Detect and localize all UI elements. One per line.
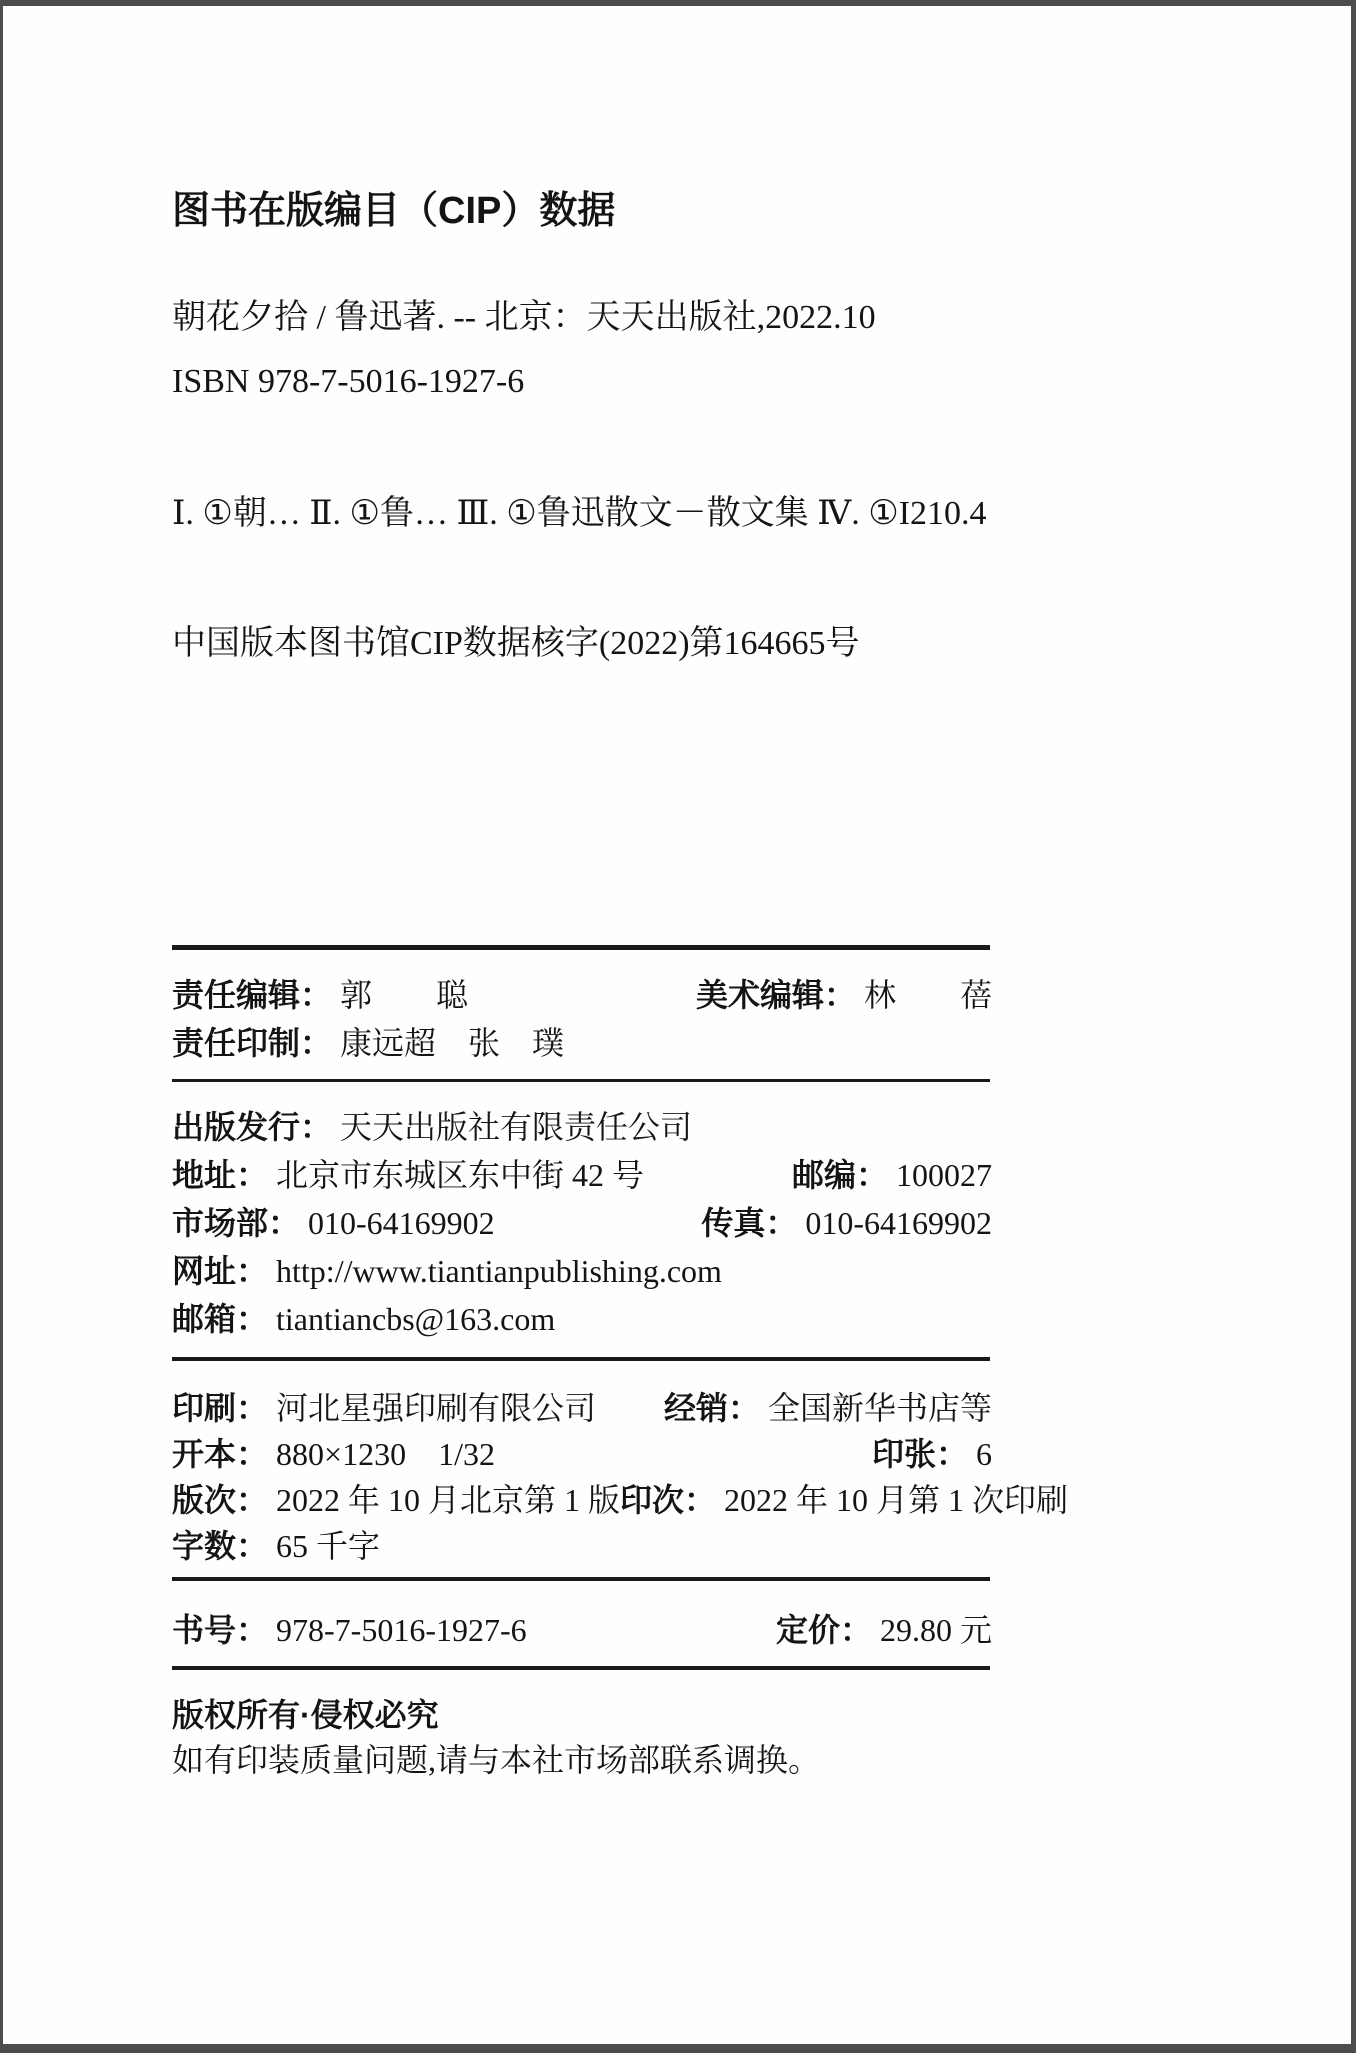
- art-editor-label: 美术编辑：: [695, 977, 856, 1013]
- distributor-value: 全国新华书店等: [767, 1390, 992, 1426]
- fax-label: 传真：: [701, 1205, 798, 1241]
- edition-row: [172, 1482, 1069, 1519]
- edition: [172, 1482, 620, 1519]
- publisher-value: 天天出版社有限责任公司: [340, 1109, 693, 1145]
- impression-value: 2022 年 10 月第 1 次印刷: [724, 1482, 1069, 1518]
- postcode: [792, 1157, 992, 1194]
- cip-classification-line: Ⅰ. ①朝… Ⅱ. ①鲁… Ⅲ. ①鲁迅散文－散文集 Ⅳ. ①I210.4: [172, 495, 987, 532]
- market-dept-value: 010-64169902: [308, 1205, 495, 1241]
- responsible-editor: [172, 977, 468, 1014]
- book-number-value: 978-7-5016-1927-6: [276, 1612, 527, 1648]
- format-value: 880×1230 1/32: [276, 1436, 495, 1472]
- publisher-label: 出版发行：: [172, 1109, 333, 1145]
- sheets: [872, 1436, 992, 1473]
- cip-record-line: 中国版本图书馆CIP数据核字(2022)第164665号: [172, 625, 860, 662]
- format-label: 开本：: [172, 1436, 269, 1472]
- market-row: [172, 1205, 992, 1242]
- print-supervisor-label: 责任印制：: [172, 1025, 333, 1061]
- divider-staff: [172, 1079, 990, 1082]
- sheets-label: 印张：: [871, 1436, 968, 1472]
- art-editor: [696, 977, 992, 1014]
- price: [776, 1612, 992, 1649]
- staff-print-row: [172, 1025, 992, 1062]
- address: [172, 1157, 644, 1194]
- fax-value: 010-64169902: [805, 1205, 992, 1241]
- wordcount-label: 字数：: [172, 1528, 269, 1564]
- printer-label: 印刷：: [172, 1390, 269, 1426]
- email-value: tiantiancbs@163.com: [276, 1301, 556, 1337]
- print-supervisor-value: 康远超 张 璞: [340, 1025, 565, 1061]
- staff-editor-row: [172, 977, 992, 1014]
- address-row: [172, 1157, 992, 1194]
- distributor-label: 经销：: [663, 1390, 760, 1426]
- divider-printing: [172, 1577, 990, 1581]
- price-label: 定价：: [775, 1612, 872, 1648]
- impression: [620, 1482, 1068, 1519]
- cip-title-line: 朝花夕拾 / 鲁迅著. -- 北京：天天出版社,2022.10: [172, 299, 876, 336]
- printer-value: 河北星强印刷有限公司: [276, 1390, 597, 1426]
- format: [172, 1436, 495, 1473]
- cip-isbn-line: ISBN 978-7-5016-1927-6: [172, 363, 525, 400]
- divider-publisher: [172, 1357, 990, 1361]
- price-value: 29.80 元: [879, 1612, 992, 1648]
- responsible-editor-label: 责任编辑：: [172, 977, 333, 1013]
- website-label: 网址：: [172, 1253, 269, 1289]
- edition-value: 2022 年 10 月北京第 1 版: [276, 1482, 621, 1518]
- postcode-label: 邮编：: [791, 1157, 888, 1193]
- email-row: [172, 1301, 992, 1338]
- postcode-value: 100027: [896, 1157, 992, 1193]
- market-dept-label: 市场部：: [172, 1205, 301, 1241]
- market-dept: [172, 1205, 495, 1242]
- responsible-editor-value: 郭 聪: [340, 977, 469, 1013]
- sheets-value: 6: [976, 1436, 992, 1472]
- email-label: 邮箱：: [172, 1301, 269, 1337]
- printer-row: [172, 1390, 992, 1427]
- book-number: [172, 1612, 527, 1649]
- wordcount-row: [172, 1528, 992, 1565]
- address-value: 北京市东城区东中街 42 号: [276, 1157, 645, 1193]
- format-row: [172, 1436, 992, 1473]
- website-row: [172, 1253, 992, 1290]
- booknum-row: [172, 1612, 992, 1649]
- divider-price: [172, 1666, 990, 1670]
- impression-label: 印次：: [620, 1482, 717, 1518]
- printer: [172, 1390, 596, 1427]
- website-value: http://www.tiantianpublishing.com: [276, 1253, 722, 1289]
- fax: [701, 1205, 992, 1242]
- copyright-notice: 版权所有·侵权必究: [172, 1697, 439, 1733]
- cip-heading: 图书在版编目（CIP）数据: [172, 190, 616, 232]
- divider-top: [172, 945, 990, 950]
- wordcount-value: 65 千字: [276, 1528, 381, 1564]
- edition-label: 版次：: [172, 1482, 269, 1518]
- book-number-label: 书号：: [172, 1612, 269, 1648]
- distributor: [664, 1390, 992, 1427]
- publish-row: [172, 1109, 992, 1146]
- address-label: 地址：: [172, 1157, 269, 1193]
- quality-notice: 如有印装质量问题,请与本社市场部联系调换。: [172, 1742, 821, 1778]
- art-editor-value: 林 蓓: [863, 977, 992, 1013]
